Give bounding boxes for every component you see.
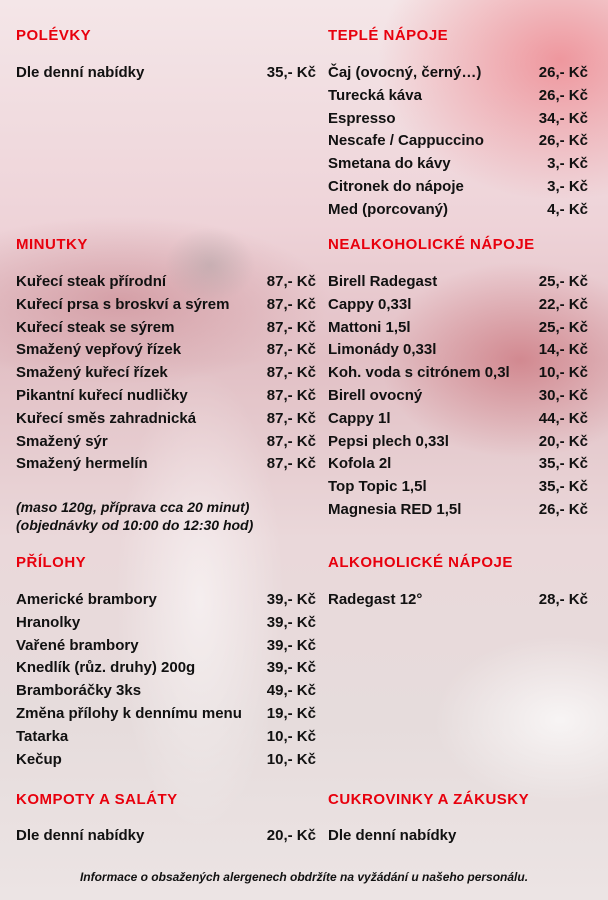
- menu-item-name: Magnesia RED 1,5l: [328, 500, 462, 518]
- menu-item-name: Turecká káva: [328, 86, 422, 104]
- menu-item-name: Smetana do kávy: [328, 155, 451, 173]
- menu-item-price: 35,- Kč: [266, 64, 316, 81]
- menu-item-name: Pikantní kuřecí nudličky: [16, 386, 188, 404]
- menu-item-name: Americké brambory: [16, 591, 157, 608]
- menu-item: [16, 364, 316, 387]
- list-cukrovinky: [328, 827, 588, 850]
- menu-item-name: Kuřecí směs zahradnická: [16, 409, 197, 427]
- menu-item-price: 87,- Kč: [266, 455, 316, 473]
- menu-item-price: 26,- Kč: [538, 86, 588, 104]
- menu-item: [328, 591, 588, 614]
- menu-item-name: Smažený sýr: [16, 432, 108, 450]
- heading-teple: TEPLÉ NÁPOJE: [328, 27, 449, 44]
- menu-item-price: 10,- Kč: [266, 727, 316, 745]
- menu-item-price: 87,- Kč: [266, 295, 316, 313]
- menu-item: [16, 273, 316, 296]
- heading-nealko: NEALKOHOLICKÉ NÁPOJE: [328, 236, 535, 253]
- list-teple: [328, 64, 588, 224]
- menu-item: [16, 614, 316, 637]
- menu-item-name: Dle denní nabídky: [16, 827, 145, 844]
- list-prilohy: [16, 591, 316, 773]
- menu-item: [328, 273, 588, 296]
- menu-item: [328, 478, 588, 501]
- menu-item-name: Cappy 1l: [328, 409, 391, 427]
- menu-item: [16, 637, 316, 660]
- menu-item: [328, 455, 588, 478]
- menu-item: [16, 455, 316, 478]
- menu-item-price: 49,- Kč: [266, 682, 316, 700]
- menu-item-name: Dle denní nabídky: [16, 64, 145, 81]
- menu-item: [16, 410, 316, 433]
- menu-item: [16, 64, 316, 87]
- menu-item-price: 20,- Kč: [266, 827, 316, 844]
- menu-item: [328, 201, 588, 224]
- menu-item-price: 87,- Kč: [266, 273, 316, 290]
- menu-item-price: 34,- Kč: [538, 109, 588, 127]
- menu-item-name: Koh. voda s citrónem 0,3l: [328, 364, 510, 382]
- menu-item: [328, 64, 588, 87]
- menu-item-price: 87,- Kč: [266, 318, 316, 336]
- menu-item-name: Pepsi plech 0,33l: [328, 432, 449, 450]
- list-kompoty: [16, 827, 316, 850]
- menu-item-price: 28,- Kč: [538, 591, 588, 608]
- menu-item-name: Knedlík (růz. druhy) 200g: [16, 659, 196, 677]
- menu-item-name: Změna přílohy k dennímu menu: [16, 704, 242, 722]
- menu-item-price: 35,- Kč: [538, 478, 588, 496]
- menu-item: [328, 364, 588, 387]
- menu-item-price: 20,- Kč: [538, 432, 588, 450]
- heading-prilohy: PŘÍLOHY: [16, 554, 87, 571]
- menu-item: [328, 155, 588, 178]
- menu-item-name: Top Topic 1,5l: [328, 478, 427, 496]
- menu-item-price: 87,- Kč: [266, 386, 316, 404]
- menu-item: [16, 387, 316, 410]
- menu-item-name: Birell ovocný: [328, 386, 423, 404]
- menu-item-name: Kuřecí prsa s broskví a sýrem: [16, 295, 230, 313]
- allergen-footer: Informace o obsažených alergenech obdržíte na vyžádání u našeho personálu.: [79, 870, 529, 884]
- menu-item-price: 4,- Kč: [547, 200, 588, 218]
- menu-item-name: Smažený kuřecí řízek: [16, 364, 168, 382]
- menu-item-name: Cappy 0,33l: [328, 295, 412, 313]
- list-polevky: [16, 64, 316, 87]
- menu-item-name: Hranolky: [16, 613, 81, 631]
- menu-item-name: Tatarka: [16, 727, 69, 745]
- menu-item-name: Birell Radegast: [328, 273, 438, 290]
- list-alko: [328, 591, 588, 614]
- menu-item-name: Espresso: [328, 109, 396, 127]
- menu-item: [328, 387, 588, 410]
- menu-item: [16, 591, 316, 614]
- menu-item: [16, 705, 316, 728]
- list-nealko: [328, 273, 588, 524]
- menu-item-price: 44,- Kč: [538, 409, 588, 427]
- menu-item-price: 10,- Kč: [266, 750, 316, 768]
- menu-item-name: Mattoni 1,5l: [328, 318, 411, 336]
- menu-item-name: Smažený hermelín: [16, 455, 148, 473]
- menu-item-price: 3,- Kč: [547, 177, 588, 195]
- menu-item: [16, 319, 316, 342]
- menu-item-name: Citronek do nápoje: [328, 177, 464, 195]
- menu-item-price: 35,- Kč: [538, 455, 588, 473]
- menu-item-name: Nescafe / Cappuccino: [328, 132, 484, 150]
- menu-item-price: 26,- Kč: [538, 132, 588, 150]
- list-minutky: [16, 273, 316, 478]
- menu-item-name: Kuřecí steak se sýrem: [16, 318, 175, 336]
- heading-kompoty: KOMPOTY A SALÁTY: [16, 791, 178, 808]
- menu-item-name: Radegast 12°: [328, 591, 423, 608]
- menu-item: [328, 501, 588, 524]
- menu-item: [16, 751, 316, 774]
- menu-item: [16, 659, 316, 682]
- menu-item-price: 3,- Kč: [547, 155, 588, 173]
- menu-item: [328, 296, 588, 319]
- menu-item: [328, 433, 588, 456]
- menu-item-price: 30,- Kč: [538, 386, 588, 404]
- menu-item: [328, 110, 588, 133]
- menu-item: [328, 410, 588, 433]
- menu-item-price: 25,- Kč: [538, 273, 588, 290]
- menu-item-price: 22,- Kč: [538, 295, 588, 313]
- menu-item-price: 19,- Kč: [266, 704, 316, 722]
- menu-item-name: Kuřecí steak přírodní: [16, 273, 167, 290]
- menu-item-price: 87,- Kč: [266, 432, 316, 450]
- menu-item-name: Med (porcovaný): [328, 200, 449, 218]
- menu-item-price: 14,- Kč: [538, 341, 588, 359]
- menu-item-price: 87,- Kč: [266, 409, 316, 427]
- menu-item-price: 39,- Kč: [266, 659, 316, 677]
- menu-item-name: Smažený vepřový řízek: [16, 341, 182, 359]
- menu-item: [328, 341, 588, 364]
- menu-item: [16, 296, 316, 319]
- menu-item: [328, 178, 588, 201]
- menu-item-price: 87,- Kč: [266, 364, 316, 382]
- menu-item-name: Vařené brambory: [16, 636, 139, 654]
- note-meat: (maso 120g, příprava cca 20 minut): [16, 499, 250, 515]
- menu-item: [16, 728, 316, 751]
- heading-alko: ALKOHOLICKÉ NÁPOJE: [328, 554, 513, 571]
- menu-item: [328, 132, 588, 155]
- menu-item: [16, 682, 316, 705]
- heading-minutky: MINUTKY: [16, 236, 88, 253]
- menu-item-name: Limonády 0,33l: [328, 341, 437, 359]
- menu-item-price: 39,- Kč: [266, 636, 316, 654]
- menu-item: [16, 341, 316, 364]
- menu-item-price: 87,- Kč: [266, 341, 316, 359]
- menu-item-price: 39,- Kč: [266, 613, 316, 631]
- menu-item-price: 26,- Kč: [538, 64, 588, 81]
- menu-item-price: 26,- Kč: [538, 500, 588, 518]
- menu-item-price: 25,- Kč: [538, 318, 588, 336]
- heading-polevky: POLÉVKY: [16, 27, 92, 44]
- menu-item: [16, 827, 316, 850]
- menu-item-name: Dle denní nabídky: [328, 827, 457, 844]
- menu-item: [328, 319, 588, 342]
- menu-item-name: Čaj (ovocný, černý…): [328, 64, 482, 81]
- menu-item-name: Kečup: [16, 750, 62, 768]
- menu-item-name: Bramboráčky 3ks: [16, 682, 142, 700]
- menu-item-price: 10,- Kč: [538, 364, 588, 382]
- heading-cukrovinky: CUKROVINKY A ZÁKUSKY: [328, 791, 530, 808]
- menu-item-price: 39,- Kč: [266, 591, 316, 608]
- menu-item: [328, 87, 588, 110]
- note-orders: (objednávky od 10:00 do 12:30 hod): [16, 517, 254, 533]
- menu-item: [16, 433, 316, 456]
- menu-item: [328, 827, 588, 850]
- menu-item-name: Kofola 2l: [328, 455, 392, 473]
